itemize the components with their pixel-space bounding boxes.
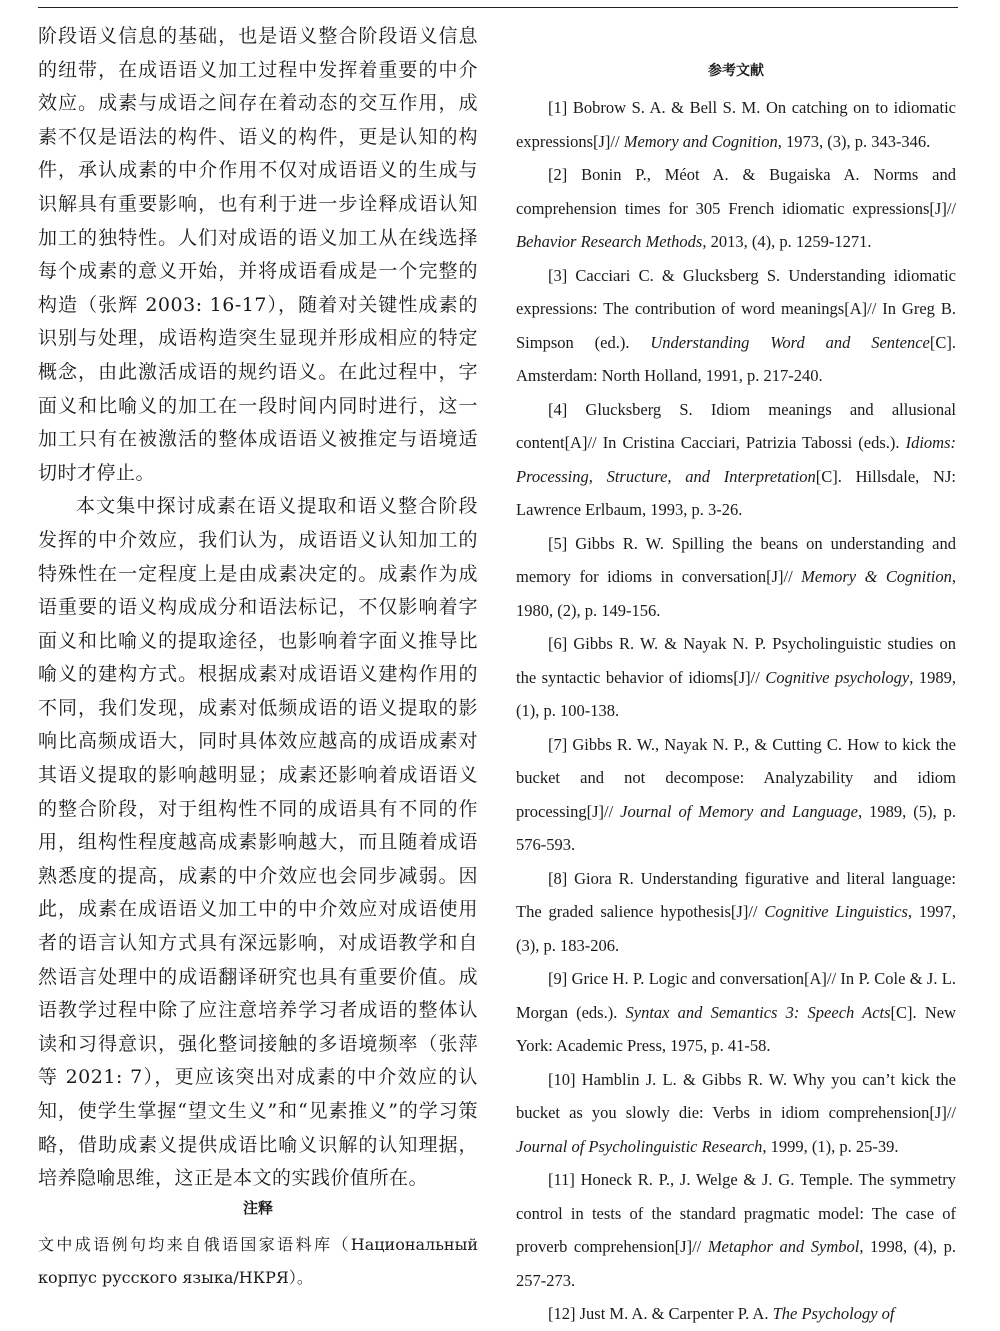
references-column (516, 58, 956, 1331)
reference-details: [C]. Amsterdam: North Holland, 1991, p. 217-240. (516, 332, 956, 385)
reference-source-title: Syntax and Semantics 3: Speech Acts (625, 1002, 891, 1022)
reference-text: [12] Just M. A. & Carpenter P. A. (548, 1304, 773, 1323)
reference-entry (516, 259, 956, 393)
reference-entry (516, 1163, 956, 1297)
body-text-column (38, 20, 478, 1196)
reference-source-title: Cognitive psychology (765, 667, 910, 687)
reference-text: [10] Hamblin J. L. & Gibbs R. W. Why you can’t kick the bucket as you slowly die: Verbs in idiom comprehension[J]// (516, 1069, 956, 1122)
reference-entry (516, 158, 956, 259)
reference-entry (516, 728, 956, 862)
reference-source-title: Cognitive Linguistics (764, 902, 908, 921)
reference-entry (516, 91, 956, 158)
reference-text: [1] Bobrow S. A. & Bell S. M. On catching on to idiomatic expressions[J]// (516, 98, 956, 151)
reference-source-title: Metaphor and Symbol (707, 1237, 860, 1256)
body-paragraph-1: 阶段语义信息的基础，也是语义整合阶段语义信息的纽带，在成语语义加工过程中发挥着重要的中介效应。成素与成语之间存在着动态的交互作用，成素不仅是语法的构件、语义的构件，更是认知的构件，承认成素的中介作用不仅对成语语义的生成与识解具有重要影响，也有利于进一步诠释成语认知加工的独特性。人们对成语的语义加工从在线选择每个成素的意义开始，并将成语看成是一个完整的构造（张辉 2003: 16-17），随着对关键性成素的识别与处理，成语构造突生显现并形成相应的特定概念，由此激活成语的规约语义。在此过程中，字面义和比喻义的加工在一段时间内同时进行，这一加工只有在被激活的整体成语语义被推定与语境适切时才停止。 (38, 25, 478, 484)
reference-details: , 1973, (3), p. 343-346. (777, 131, 931, 151)
reference-text: [8] Giora R. Understanding figurative and literal language: The graded salience hypothesis[J]// (516, 868, 956, 921)
reference-text: [3] Cacciari C. & Glucksberg S. Understanding idiomatic expressions: The contribution of word meanings[A]// In Greg B. Simpson (ed.). (516, 265, 956, 352)
reference-details: , 1989, (1), p. 100-138. (516, 667, 957, 720)
reference-text: [6] Gibbs R. W. & Nayak N. P. Psycholinguistic studies on the syntactic behavior of idioms[J]// (516, 634, 956, 687)
reference-entry (516, 627, 956, 728)
notes-heading: 注释 (242, 1199, 273, 1217)
reference-details: , 1980, (2), p. 149-156. (516, 567, 956, 620)
reference-source-title: Idioms: Processing, Structure, and Interpretation (516, 433, 956, 486)
reference-source-title: The Psychology of (772, 1304, 895, 1323)
reference-details: [C]. Hillsdale, NJ: Lawrence Erlbaum, 1993, p. 3-26. (516, 466, 956, 519)
reference-entry (516, 1063, 956, 1164)
reference-text: [11] Honeck R. P., J. Welge & J. G. Temple. The symmetry control in tests of the standard pragmatic model: The case of proverb comprehension[J]// (516, 1170, 956, 1256)
references-heading: 参考文献 (708, 63, 764, 79)
reference-source-title: Memory & Cognition (801, 567, 952, 586)
body-paragraph-2: 本文集中探讨成素在语义提取和语义整合阶段发挥的中介效应，我们认为，成语语义认知加工的特殊性在一定程度上是由成素决定的。成素作为成语重要的语义构成成分和语法标记，不仅影响着字面义和比喻义的提取途径，也影响着字面义推导比喻义的建构方式。根据成素对成语语义建构作用的不同，我们发现，成素对低频成语的语义提取的影响比高频成语大，同时具体效应越高的成语成素对其语义提取的影响越明显；成素还影响着成语语义的整合阶段，对于组构性不同的成语具有不同的作用，组构性程度越高成素影响越大，而且随着成语熟悉度的提高，成素的中介效应也会同步减弱。因此，成素在成语语义加工中的中介效应对成语使用者的语言认知方式具有深远影响，对成语教学和自然语言处理中的成语翻译研究也具有重要价值。成语教学过程中除了应注意培养学习者成语的整体认读和习得意识，强化整词接触的多语境频率（张萍等 2021: 7），更应该突出对成素的中介效应的认知，使学生掌握“望文生义”和“见素推义”的学习策略，借助成素义提供成语比喻义识解的认知理据，培养隐喻思维，这正是本文的实践价值所在。 (38, 495, 478, 1190)
reference-source-title: Memory and Cognition (623, 131, 778, 151)
reference-details: [C]. New York: Academic Press, 1975, p. 41-58. (516, 1002, 956, 1055)
reference-source-title: Journal of Psycholinguistic Research (516, 1136, 763, 1156)
reference-entry (516, 1297, 956, 1331)
reference-source-title: Behavior Research Methods (516, 232, 703, 251)
reference-text: [9] Grice H. P. Logic and conversation[A]// In P. Cole & J. L. Morgan (eds.). (516, 969, 956, 1022)
reference-details: , 1989, (5), p. 576-593. (516, 801, 956, 854)
reference-entry (516, 862, 956, 963)
reference-details: , 1997, (3), p. 183-206. (516, 902, 957, 955)
top-rule (38, 7, 958, 8)
reference-entry (516, 393, 956, 527)
reference-source-title: Understanding Word and Sentence (650, 332, 930, 352)
reference-entry (516, 527, 956, 628)
reference-details: , 2013, (4), p. 1259-1271. (702, 232, 872, 251)
reference-list (516, 91, 956, 1331)
reference-source-title: Journal of Memory and Language (620, 801, 859, 821)
reference-text: [5] Gibbs R. W. Spilling the beans on understanding and memory for idioms in conversation[J]// (516, 533, 956, 586)
reference-text: [4] Glucksberg S. Idiom meanings and allusional content[A]// In Cristina Cacciari, Patrizia Tabossi (eds.). (516, 399, 956, 452)
reference-text: [7] Gibbs R. W., Nayak N. P., & Cutting C. How to kick the bucket and not decompose: Analyzability and idiom processing[J]// (516, 734, 956, 821)
reference-entry (516, 962, 956, 1063)
reference-text: [2] Bonin P., Méot A. & Bugaiska A. Norms and comprehension times for 305 French idiomatic expressions[J]// (516, 165, 956, 218)
reference-details: , 1998, (4), p. 257-273. (516, 1237, 956, 1290)
notes-body: 文中成语例句均来自俄语国家语料库（Национальный корпус русского языка/НКРЯ）。 (38, 1235, 478, 1287)
reference-details: , 1999, (1), p. 25-39. (762, 1136, 899, 1156)
